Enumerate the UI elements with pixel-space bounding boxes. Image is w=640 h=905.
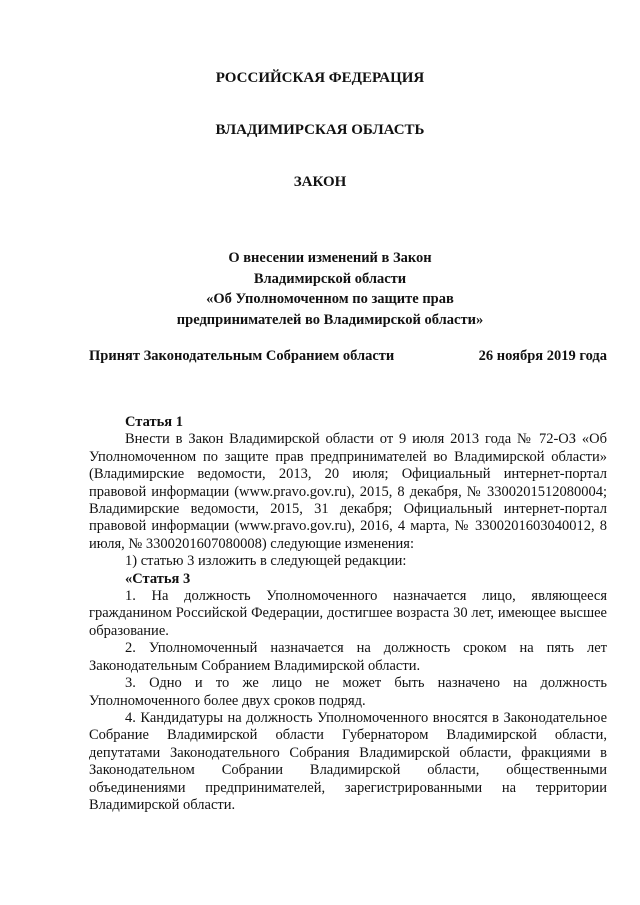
article-point: 2. Уполномоченный назначается на должность сроком на пять лет Законодательным Собранием Владимирской области.	[89, 640, 607, 674]
law-title-line: О внесении изменений в Закон	[228, 250, 432, 266]
article-point: 1. На должность Уполномоченного назначается лицо, являющееся гражданином Российской Федерации, достигшее возраста 30 лет, имеющее высшее образование.	[89, 588, 607, 639]
country-heading: РОССИЙСКАЯ ФЕДЕРАЦИЯ	[215, 70, 425, 86]
document-body	[89, 414, 607, 814]
adoption-text: Принят Законодательным Собранием области	[89, 348, 395, 364]
adoption-date: 26 ноября 2019 года	[478, 348, 607, 364]
law-title	[150, 248, 510, 330]
article-point: 4. Кандидатуры на должность Уполномоченного вносятся в Законодательное Собрание Владимирской области Губернатором Владимирской области, депутатами Законодательного Собрания Владимирской области, фракциями в Законодательном Собрании Владимирской области, общественными объединениями предпринимателей, зарегистрированными на территории Владимирской области.	[89, 709, 607, 813]
law-title-line: Владимирской области	[253, 270, 407, 287]
law-title-line: предпринимателей во Владимирской области»	[176, 311, 484, 328]
law-title-line: «Об Уполномоченном по защите прав	[206, 291, 454, 307]
amendment-item: 1) статью 3 изложить в следующей редакции:	[125, 553, 407, 570]
doc-type-heading: ЗАКОН	[293, 174, 347, 190]
region-heading: ВЛАДИМИРСКАЯ ОБЛАСТЬ	[215, 122, 425, 138]
article-intro-paragraph: Внести в Закон Владимирской области от 9 июля 2013 года № 72-ОЗ «Об Уполномоченном по защите прав предпринимателей во Владимирской области» (Владимирские ведомости, 2013, 20 июля; Официальный интернет-портал правовой информации (www.pravo.gov.ru), 2015, 8 декабря, № 3300201512080004; Владимирские ведомости, 2015, 31 декабря; Официальный интернет-портал правовой информации (www.pravo.gov.ru), 2016, 4 марта, № 3300201603040012, 8 июля, № 3300201607080008) следующие изменения:	[89, 431, 607, 552]
quoted-article-heading: «Статья 3	[125, 570, 191, 587]
article-point: 3. Одно и то же лицо не может быть назначено на должность Уполномоченного более двух сроков подряд.	[89, 675, 607, 709]
article-heading: Статья 1	[125, 414, 183, 430]
adoption-line	[89, 348, 607, 365]
